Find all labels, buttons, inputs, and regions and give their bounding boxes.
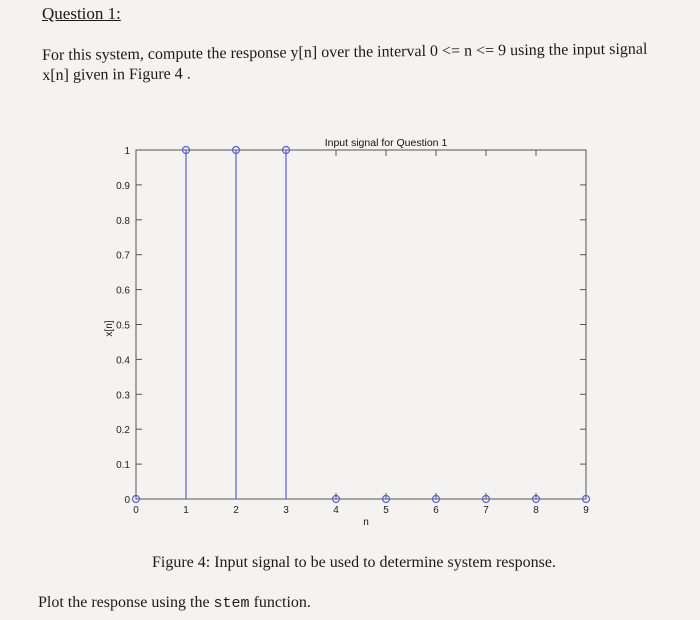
- question-text-mid: over the interval: [317, 42, 431, 62]
- y-tick-label: 0.6: [116, 285, 130, 297]
- y-tick-label: 0.7: [116, 250, 130, 262]
- y-tick-label: 0.3: [116, 390, 130, 402]
- question-heading: Question 1:: [42, 4, 121, 23]
- x-tick-label: 1: [183, 505, 189, 516]
- x-tick-label: 9: [583, 505, 589, 516]
- y-tick-label: 0.2: [116, 425, 130, 437]
- x-tick-label: 5: [383, 505, 389, 516]
- y-tick-label: 0.5: [116, 320, 130, 332]
- question-text-post: using the input signal x[n] given in Figure 4 .: [42, 40, 648, 84]
- x-tick-label: 8: [533, 505, 539, 516]
- plot-frame: [136, 150, 586, 499]
- figure-caption: Figure 4: Input signal to be used to determine system response.: [152, 554, 556, 571]
- question-text-pre: For this system, compute the response: [42, 44, 291, 64]
- x-tick-label: 4: [333, 505, 339, 516]
- y-tick-label: 0.8: [116, 215, 130, 227]
- plot-instruction: [38, 594, 311, 612]
- y-tick-label: 0.4: [116, 355, 130, 367]
- x-tick-label: 6: [433, 505, 439, 516]
- y-tick-label: 1: [124, 146, 130, 157]
- instruction-suffix: function.: [249, 594, 311, 611]
- y-tick-label: 0: [124, 495, 130, 506]
- x-tick-label: 2: [233, 505, 239, 516]
- signal-y-label: y[n]: [290, 44, 318, 62]
- chart-title: Input signal for Question 1: [324, 137, 448, 149]
- interval-label: 0 <= n <= 9: [429, 42, 507, 60]
- x-tick-label: 7: [483, 505, 489, 516]
- y-tick-label: 0.1: [116, 460, 130, 472]
- x-tick-label: 3: [283, 505, 289, 516]
- x-axis-label: n: [363, 517, 369, 528]
- stem-function-code: stem: [213, 595, 250, 612]
- y-tick-label: 0.9: [116, 180, 130, 192]
- instruction-prefix: Plot the response using the: [38, 594, 214, 611]
- x-tick-label: 0: [133, 505, 139, 516]
- y-axis-label: x[n]: [104, 320, 115, 337]
